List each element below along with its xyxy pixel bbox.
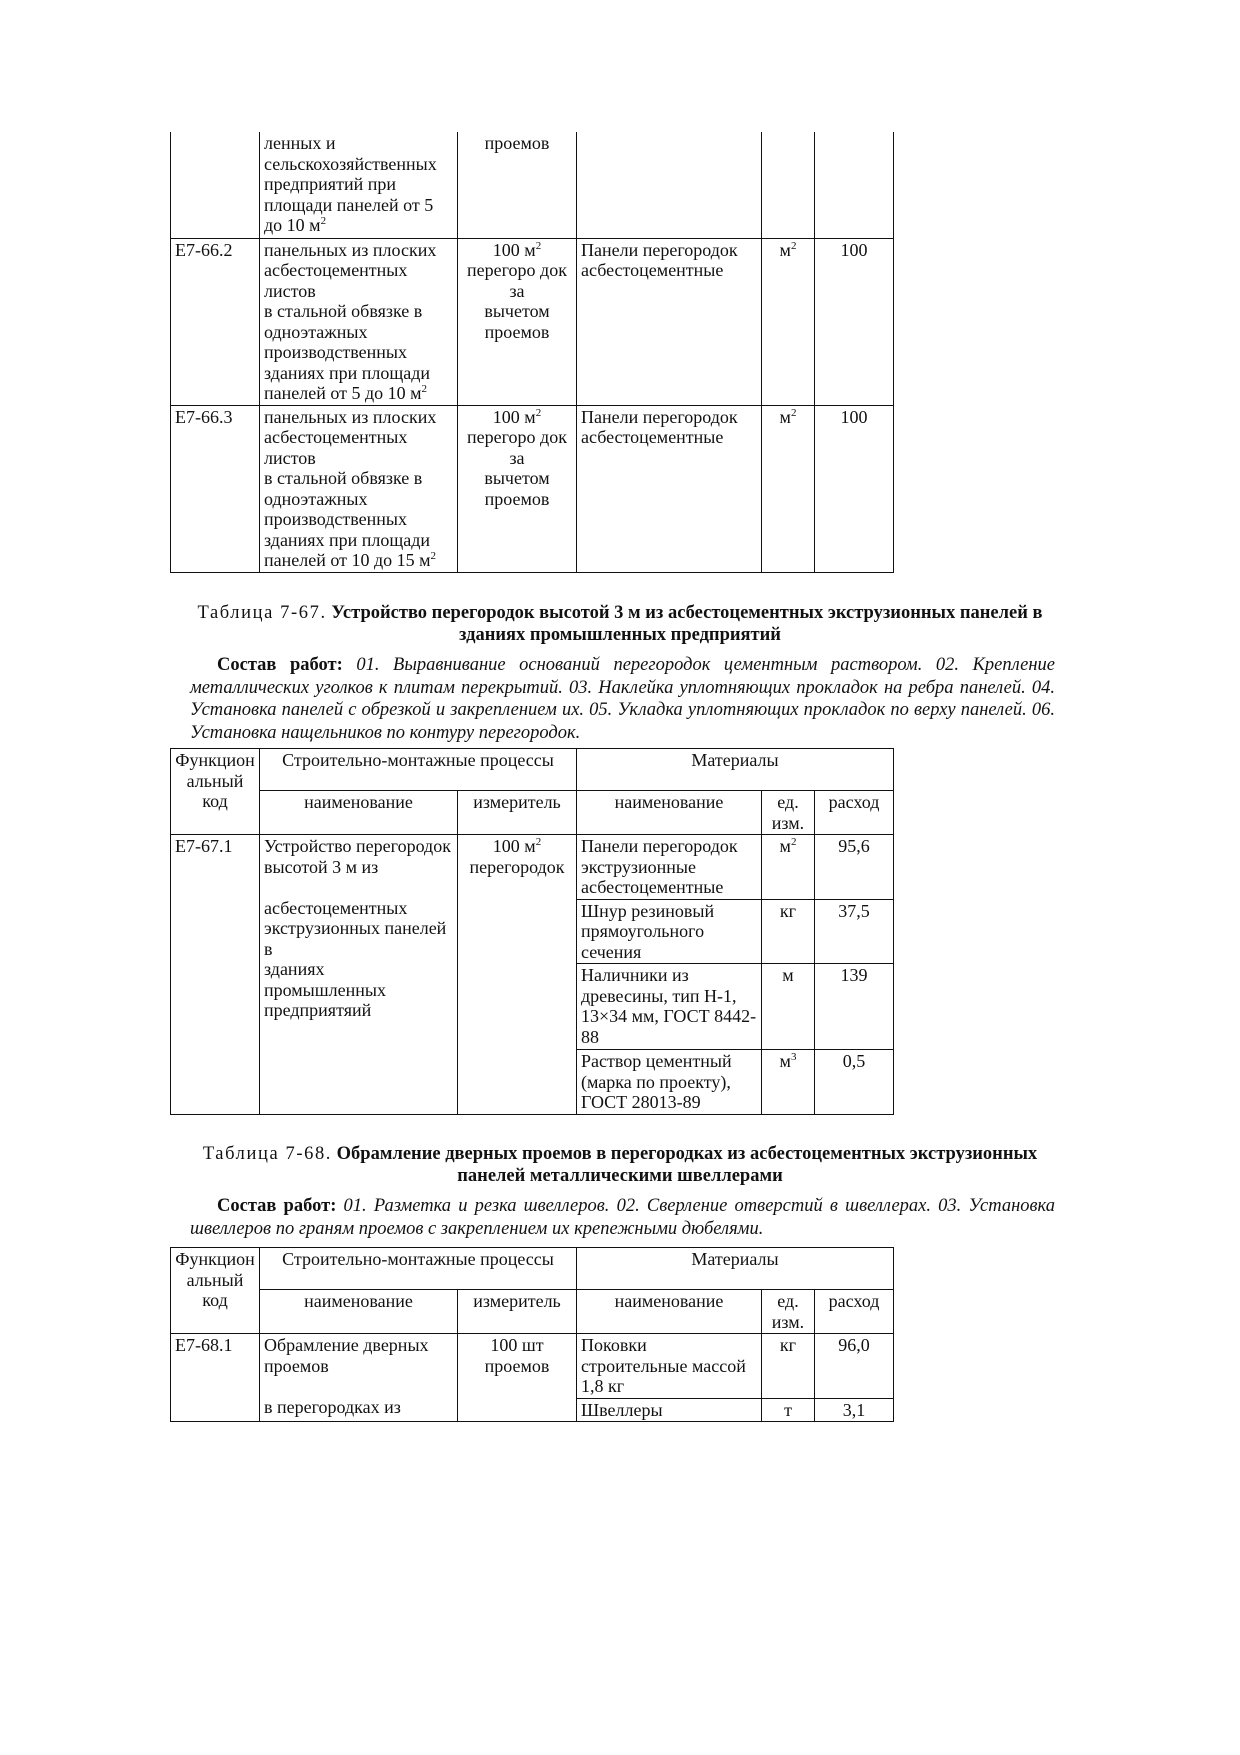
text-line: 100 м bbox=[492, 239, 536, 260]
text-line: в перегородках из bbox=[264, 1396, 401, 1417]
measure-cell bbox=[458, 405, 577, 572]
measure-cell bbox=[458, 1334, 577, 1422]
code-cell bbox=[171, 132, 260, 238]
header-material-name: наименование bbox=[577, 1290, 762, 1334]
text-line: панельных из плоских bbox=[264, 406, 437, 427]
table-label: Таблица 7-67. bbox=[197, 603, 327, 623]
text-line: код bbox=[202, 791, 228, 811]
unit-cell bbox=[762, 238, 815, 405]
text-line: одноэтажных bbox=[264, 488, 368, 509]
text-line: перегородок bbox=[469, 856, 565, 877]
amount-cell: 100 bbox=[815, 238, 894, 405]
text-line: в bbox=[264, 938, 273, 959]
text-line: зданиях bbox=[264, 959, 325, 979]
material-cell: Панели перегородок асбестоцементные bbox=[577, 405, 762, 572]
table-row bbox=[171, 132, 894, 238]
text-line: вычетом bbox=[484, 301, 550, 321]
material-cell: Панели перегородок экструзионные асбестоцементные bbox=[577, 835, 762, 900]
text-line: панельных из плоских bbox=[264, 239, 437, 260]
superscript: 2 bbox=[535, 239, 542, 252]
works-label: Состав работ: bbox=[217, 1196, 337, 1216]
material-cell bbox=[577, 132, 762, 238]
text-line: панелей от 10 до 15 м bbox=[264, 550, 431, 570]
material-cell: Наличники из древесины, тип Н-1, 13×34 мм, ГОСТ 8442-88 bbox=[577, 964, 762, 1050]
unit-text: м bbox=[779, 239, 791, 260]
superscript: 2 bbox=[430, 550, 437, 562]
text-line: высотой 3 м из bbox=[264, 856, 379, 877]
amount-cell: 3,1 bbox=[815, 1398, 894, 1422]
superscript: 2 bbox=[790, 836, 797, 848]
header-processes: Строительно-монтажные процессы bbox=[260, 749, 577, 791]
text-line: ленных и bbox=[264, 133, 336, 153]
superscript: 2 bbox=[421, 383, 428, 395]
superscript: 2 bbox=[790, 406, 797, 419]
table-7-66-continuation bbox=[170, 132, 894, 573]
amount-cell: 95,6 bbox=[815, 835, 894, 900]
unit-text: м bbox=[779, 836, 791, 856]
text-line: предприятий при bbox=[264, 174, 396, 194]
table-7-68-works bbox=[190, 1195, 1055, 1240]
table-7-67-works bbox=[190, 654, 1055, 744]
table-7-67 bbox=[170, 748, 894, 1115]
text-line: Устройство перегородок bbox=[264, 836, 451, 856]
table-row bbox=[171, 1334, 894, 1399]
material-cell: Шнур резиновый прямоугольного сечения bbox=[577, 899, 762, 964]
unit-cell bbox=[762, 405, 815, 572]
amount-cell: 139 bbox=[815, 964, 894, 1050]
text-line: за bbox=[509, 280, 525, 301]
text-line: производственных bbox=[264, 342, 407, 362]
table-7-68 bbox=[170, 1247, 894, 1422]
superscript: 2 bbox=[535, 406, 542, 419]
unit-cell: т bbox=[762, 1398, 815, 1422]
header-material-unit bbox=[762, 1290, 815, 1334]
text-line: изм. bbox=[771, 812, 805, 833]
process-name-cell bbox=[260, 132, 458, 238]
text-line: проемов bbox=[484, 488, 550, 509]
unit-cell: м bbox=[762, 964, 815, 1050]
text-line: до 10 м bbox=[264, 215, 321, 235]
table-7-68-caption bbox=[185, 1143, 1055, 1187]
text-line: перегоро док bbox=[467, 260, 567, 280]
table-title: Обрамление дверных проемов в перегородках из асбестоцементных экструзионных панелей металлическими швеллерами bbox=[336, 1144, 1038, 1186]
text-line: панелей от 5 до 10 м bbox=[264, 383, 422, 403]
text-line: асбестоцементных bbox=[264, 897, 408, 918]
measure-cell bbox=[458, 238, 577, 405]
code-cell: Е7-67.1 bbox=[171, 835, 260, 1115]
process-name-cell bbox=[260, 1334, 458, 1422]
unit-cell bbox=[762, 835, 815, 900]
text-line: листов bbox=[264, 447, 316, 468]
header-material-amount: расход bbox=[815, 1290, 894, 1334]
amount-cell: 0,5 bbox=[815, 1050, 894, 1115]
header-row bbox=[171, 1290, 894, 1334]
text-line: проемов bbox=[484, 321, 550, 342]
text-line: сельскохозяйственных bbox=[264, 153, 437, 174]
header-materials: Материалы bbox=[577, 749, 894, 791]
text-line: Функцион bbox=[175, 1249, 255, 1269]
amount-cell bbox=[815, 132, 894, 238]
works-text: 01. Разметка и резка швеллеров. 02. Сверление отверстий в швеллерах. 03. Установка швеллеров по граням проемов с закреплением их крепежными дюбелями. bbox=[190, 1196, 1056, 1239]
unit-cell: кг bbox=[762, 899, 815, 964]
text-line: одноэтажных bbox=[264, 321, 368, 342]
header-process-name: наименование bbox=[260, 791, 458, 835]
unit-cell bbox=[762, 132, 815, 238]
text-line: проемов bbox=[264, 1355, 329, 1376]
code-cell: Е7-66.3 bbox=[171, 405, 260, 572]
text-line: 100 м bbox=[492, 406, 536, 427]
header-material-name: наименование bbox=[577, 791, 762, 835]
text-line: за bbox=[509, 447, 525, 468]
header-material-unit bbox=[762, 791, 815, 835]
material-cell: Швеллеры bbox=[577, 1398, 762, 1422]
text-line: альный bbox=[186, 770, 244, 791]
amount-cell: 96,0 bbox=[815, 1334, 894, 1399]
superscript: 2 bbox=[535, 836, 542, 848]
text-line: асбестоцементных bbox=[264, 260, 408, 280]
unit-text: м bbox=[779, 1051, 791, 1071]
unit-text: м bbox=[779, 406, 791, 427]
text-line: изм. bbox=[771, 1311, 805, 1332]
header-materials: Материалы bbox=[577, 1248, 894, 1290]
amount-cell: 37,5 bbox=[815, 899, 894, 964]
process-name-cell bbox=[260, 238, 458, 405]
text-line: ед. bbox=[777, 1291, 799, 1311]
header-processes: Строительно-монтажные процессы bbox=[260, 1248, 577, 1290]
header-code bbox=[171, 749, 260, 835]
header-material-amount: расход bbox=[815, 791, 894, 835]
works-label: Состав работ: bbox=[217, 655, 343, 675]
header-row bbox=[171, 791, 894, 835]
text-line: зданиях при площади bbox=[264, 529, 430, 550]
text-line: промышленных bbox=[264, 979, 386, 1000]
table-label: Таблица 7-68. bbox=[202, 1144, 333, 1164]
works-text: 01. Выравнивание оснований перегородок цементным раствором. 02. Крепление металлических уголков к плитам перекрытий. 03. Наклейка уплотняющих прокладок на ребра панелей. 04. Установка панелей с обрезкой и закреплением их. 05. Укладка уплотняющих прокладок по верху панелей. 06. Установка нащельников по контуру перегородок. bbox=[190, 655, 1056, 743]
process-name-cell bbox=[260, 835, 458, 1115]
text-line: листов bbox=[264, 280, 316, 301]
text-line: 100 м bbox=[492, 836, 536, 856]
superscript: 2 bbox=[790, 239, 797, 252]
text-line: ед. bbox=[777, 792, 799, 812]
unit-cell: кг bbox=[762, 1334, 815, 1399]
material-cell: Раствор цементный (марка по проекту), ГОСТ 28013-89 bbox=[577, 1050, 762, 1115]
code-cell: Е7-66.2 bbox=[171, 238, 260, 405]
text-line: зданиях при площади bbox=[264, 362, 430, 383]
text-line: Обрамление дверных bbox=[264, 1335, 429, 1355]
table-row bbox=[171, 835, 894, 900]
material-cell: Поковки строительные массой 1,8 кг bbox=[577, 1334, 762, 1399]
superscript: 3 bbox=[790, 1051, 797, 1063]
text-line: в стальной обвязке в bbox=[264, 301, 423, 321]
text-line: вычетом bbox=[484, 468, 550, 488]
process-name-cell bbox=[260, 405, 458, 572]
unit-cell bbox=[762, 1050, 815, 1115]
table-7-67-caption bbox=[185, 602, 1055, 646]
header-process-name: наименование bbox=[260, 1290, 458, 1334]
header-process-measure: измеритель bbox=[458, 791, 577, 835]
text-line: Функцион bbox=[175, 750, 255, 770]
table-row bbox=[171, 238, 894, 405]
header-row bbox=[171, 749, 894, 791]
text-line: предприятяий bbox=[264, 1000, 372, 1020]
header-code bbox=[171, 1248, 260, 1334]
text-line: проемов bbox=[484, 1355, 550, 1376]
text-line: перегоро док bbox=[467, 427, 567, 447]
material-cell: Панели перегородок асбестоцементные bbox=[577, 238, 762, 405]
header-process-measure: измеритель bbox=[458, 1290, 577, 1334]
text-line: асбестоцементных bbox=[264, 427, 408, 447]
text-line: экструзионных панелей bbox=[264, 918, 447, 938]
superscript: 2 bbox=[320, 215, 327, 227]
table-row bbox=[171, 405, 894, 572]
amount-cell: 100 bbox=[815, 405, 894, 572]
text-line: в стальной обвязке в bbox=[264, 468, 423, 488]
table-title: Устройство перегородок высотой 3 м из асбестоцементных экструзионных панелей в зданиях промышленных предприятий bbox=[331, 603, 1043, 645]
text-line: площади панелей от 5 bbox=[264, 194, 434, 215]
measure-cell bbox=[458, 835, 577, 1115]
header-row bbox=[171, 1248, 894, 1290]
code-cell: Е7-68.1 bbox=[171, 1334, 260, 1422]
text-line: код bbox=[202, 1290, 228, 1310]
text-line: 100 шт bbox=[490, 1335, 544, 1355]
measure-cell: проемов bbox=[458, 132, 577, 238]
text-line: производственных bbox=[264, 509, 407, 529]
text-line: альный bbox=[186, 1269, 244, 1290]
